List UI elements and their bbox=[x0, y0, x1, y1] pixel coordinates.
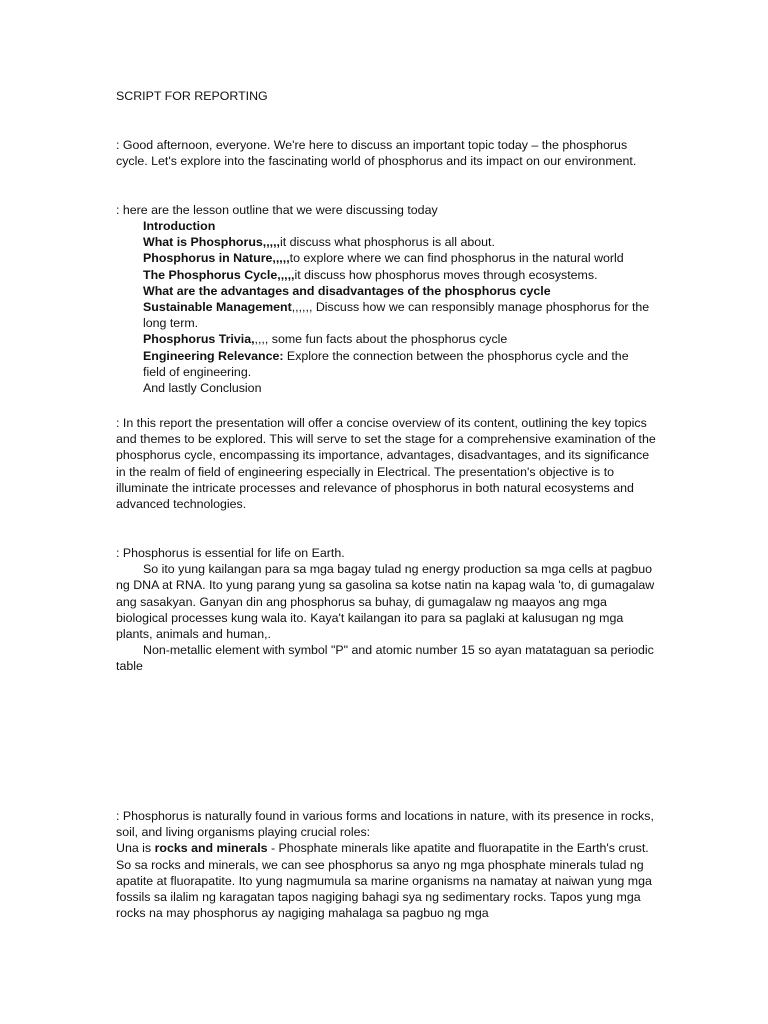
essential-body: So ito yung kailangan para sa mga bagay tulad ng energy production sa mga cells at pagbuo ng DNA at RNA. Ito yung parang yung sa gasolina sa kotse natin na kapag wala 'to, di gumagalaw ang sasakyan. Ganyan din ang phosphorus sa buhay, di gumagalaw ng maayos ang mga biological processes kung wala ito. Kaya't kailangan ito para sa paglaki at kalusugan ng mga plants, animals and human,. bbox=[116, 562, 655, 642]
document-title: SCRIPT FOR REPORTING bbox=[116, 89, 268, 103]
rocks-minerals-paragraph: Una is rocks and minerals - Phosphate minerals like apatite and fluorapatite in the Earth's crust. So sa rocks and minerals, we can see phosphorus sa anyo ng mga phosphate minerals tulad ng apatite at fluorapatite. Ito yung nagmumula sa marine organisms na namatay at naiwan yung mga fossils sa ilalim ng karagatan tapos nagiging bahagi sya ng sedimentary rocks. Tapos yung mga rocks na may phosphorus ay nagiging mahalaga sa pagbuo ng mga bbox=[116, 841, 652, 921]
nature-section bbox=[116, 808, 656, 921]
essential-lead: : Phosphorus is essential for life on Earth. bbox=[116, 546, 345, 560]
outline-item: And lastly Conclusion bbox=[143, 381, 262, 396]
outline-item: The Phosphorus Cycle,,,,,it discuss how phosphorus moves through ecosystems. bbox=[143, 267, 598, 282]
outline-item: What are the advantages and disadvantages of the phosphorus cycle bbox=[143, 283, 551, 298]
outline-item: Phosphorus in Nature,,,,,to explore where we can find phosphorus in the natural world bbox=[143, 251, 624, 266]
nature-lead: : Phosphorus is naturally found in various forms and locations in nature, with its presence in rocks, soil, and living organisms playing crucial roles: bbox=[116, 809, 654, 840]
greeting-paragraph: : Good afternoon, everyone. We're here to discuss an important topic today – the phosphorus cycle. Let's explore into the fascinating world of phosphorus and its impact on our environment. bbox=[116, 138, 637, 169]
outline-item: Engineering Relevance: Explore the connection between the phosphorus cycle and the field of engineering. bbox=[143, 348, 629, 379]
lesson-outline bbox=[143, 218, 653, 396]
outline-item: Phosphorus Trivia,,,,, some fun facts about the phosphorus cycle bbox=[143, 332, 508, 347]
essential-section bbox=[116, 545, 656, 675]
outline-item: Introduction bbox=[143, 219, 216, 233]
outline-item: Sustainable Management,,,,,, Discuss how we can responsibly manage phosphorus for the long term. bbox=[143, 300, 650, 331]
outline-item: What is Phosphorus,,,,,it discuss what phosphorus is all about. bbox=[143, 235, 495, 250]
element-note: Non-metallic element with symbol "P" and atomic number 15 so ayan matataguan sa periodic table bbox=[116, 643, 654, 674]
outline-intro: : here are the lesson outline that we were discussing today bbox=[116, 203, 438, 217]
overview-paragraph: : In this report the presentation will offer a concise overview of its content, outlining the key topics and themes to be explored. This will serve to set the stage for a comprehensive examination of the phosphorus cycle, encompassing its importance, advantages, disadvantages, and its significance in the realm of field of engineering especially in Electrical. The presentation's objective is to illuminate the intricate processes and relevance of phosphorus in both natural ecosystems and advanced technologies. bbox=[116, 416, 656, 512]
